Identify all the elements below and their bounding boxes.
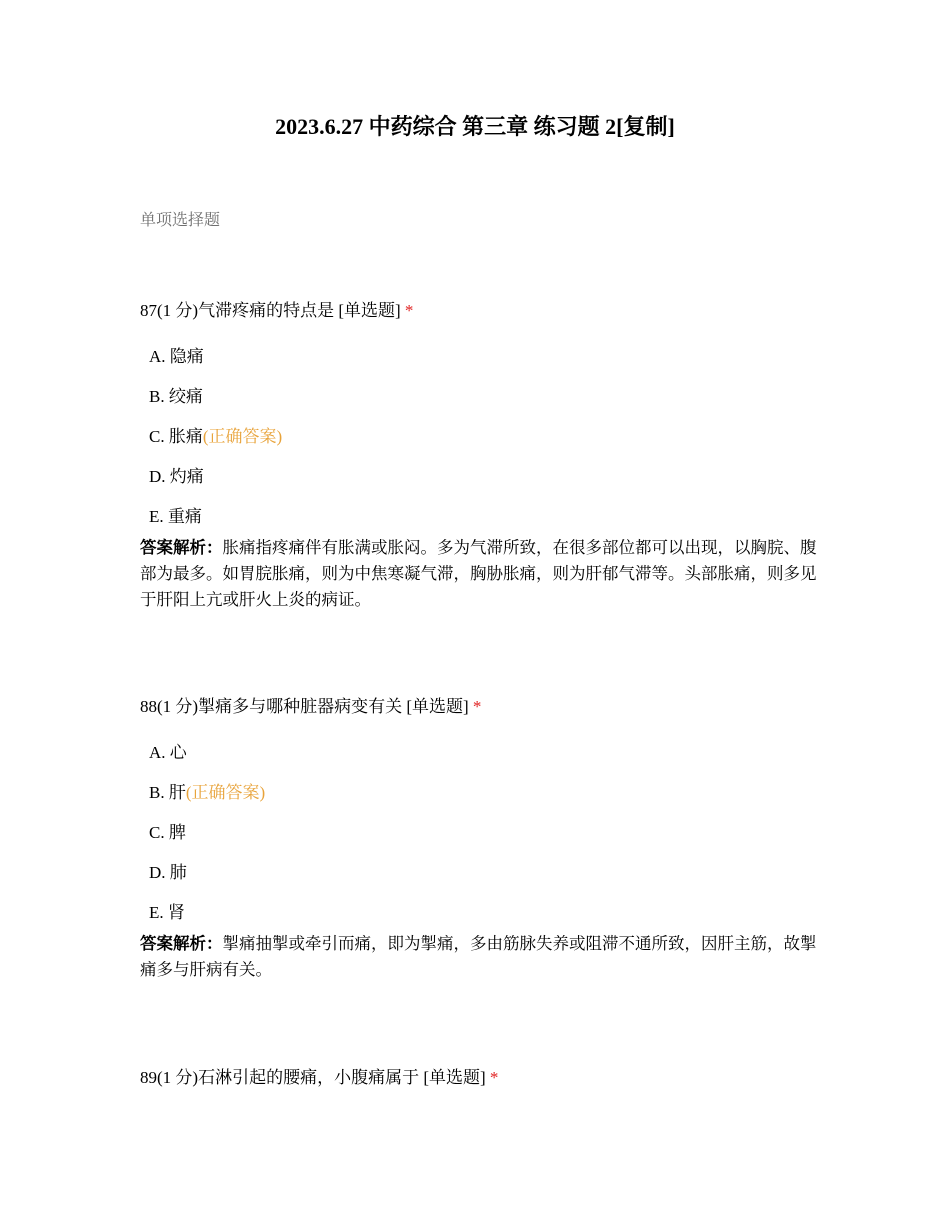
option-list	[140, 741, 820, 941]
question-87	[140, 299, 820, 613]
question-text: 87(1 分)气滞疼痛的特点是 [单选题]	[140, 301, 401, 320]
required-mark: *	[404, 301, 414, 320]
correct-answer-tag: (正确答案)	[185, 783, 266, 802]
option-b[interactable]: B. 肝(正确答案)	[149, 783, 266, 802]
analysis-label: 答案解析：	[140, 934, 223, 953]
option-d[interactable]: D. 灼痛	[149, 467, 204, 486]
answer-analysis	[140, 535, 820, 613]
option-list	[140, 345, 820, 545]
question-text: 88(1 分)掣痛多与哪种脏器病变有关 [单选题]	[140, 697, 469, 716]
question-89	[140, 1066, 820, 1090]
section-heading: 单项选择题	[140, 210, 221, 229]
option-a[interactable]: A. 隐痛	[149, 347, 204, 366]
answer-analysis	[140, 931, 820, 983]
question-88	[140, 695, 820, 983]
correct-answer-tag: (正确答案)	[202, 427, 283, 446]
option-a[interactable]: A. 心	[149, 743, 187, 762]
option-c[interactable]: C. 胀痛(正确答案)	[149, 427, 283, 446]
option-b[interactable]: B. 绞痛	[149, 387, 203, 406]
question-text: 89(1 分)石淋引起的腰痛，小腹痛属于 [单选题]	[140, 1068, 486, 1087]
question-stem	[140, 695, 820, 719]
question-stem	[140, 1066, 820, 1090]
question-stem	[140, 299, 820, 323]
page-title: 2023.6.27 中药综合 第三章 练习题 2[复制]	[275, 114, 675, 139]
option-d[interactable]: D. 肺	[149, 863, 187, 882]
required-mark: *	[489, 1068, 499, 1087]
analysis-text: 掣痛抽掣或牵引而痛，即为掣痛，多由筋脉失养或阻滞不通所致，因肝主筋，故掣痛多与肝病有关。	[140, 934, 817, 979]
option-e[interactable]: E. 重痛	[149, 507, 202, 526]
option-c[interactable]: C. 脾	[149, 823, 186, 842]
analysis-label: 答案解析：	[140, 538, 223, 557]
required-mark: *	[472, 697, 482, 716]
option-e[interactable]: E. 肾	[149, 903, 185, 922]
analysis-text: 胀痛指疼痛伴有胀满或胀闷。多为气滞所致，在很多部位都可以出现，以胸脘、腹部为最多。如胃脘胀痛，则为中焦寒凝气滞，胸胁胀痛，则为肝郁气滞等。头部胀痛，则多见于肝阳上亢或肝火上炎的病证。	[140, 538, 817, 609]
